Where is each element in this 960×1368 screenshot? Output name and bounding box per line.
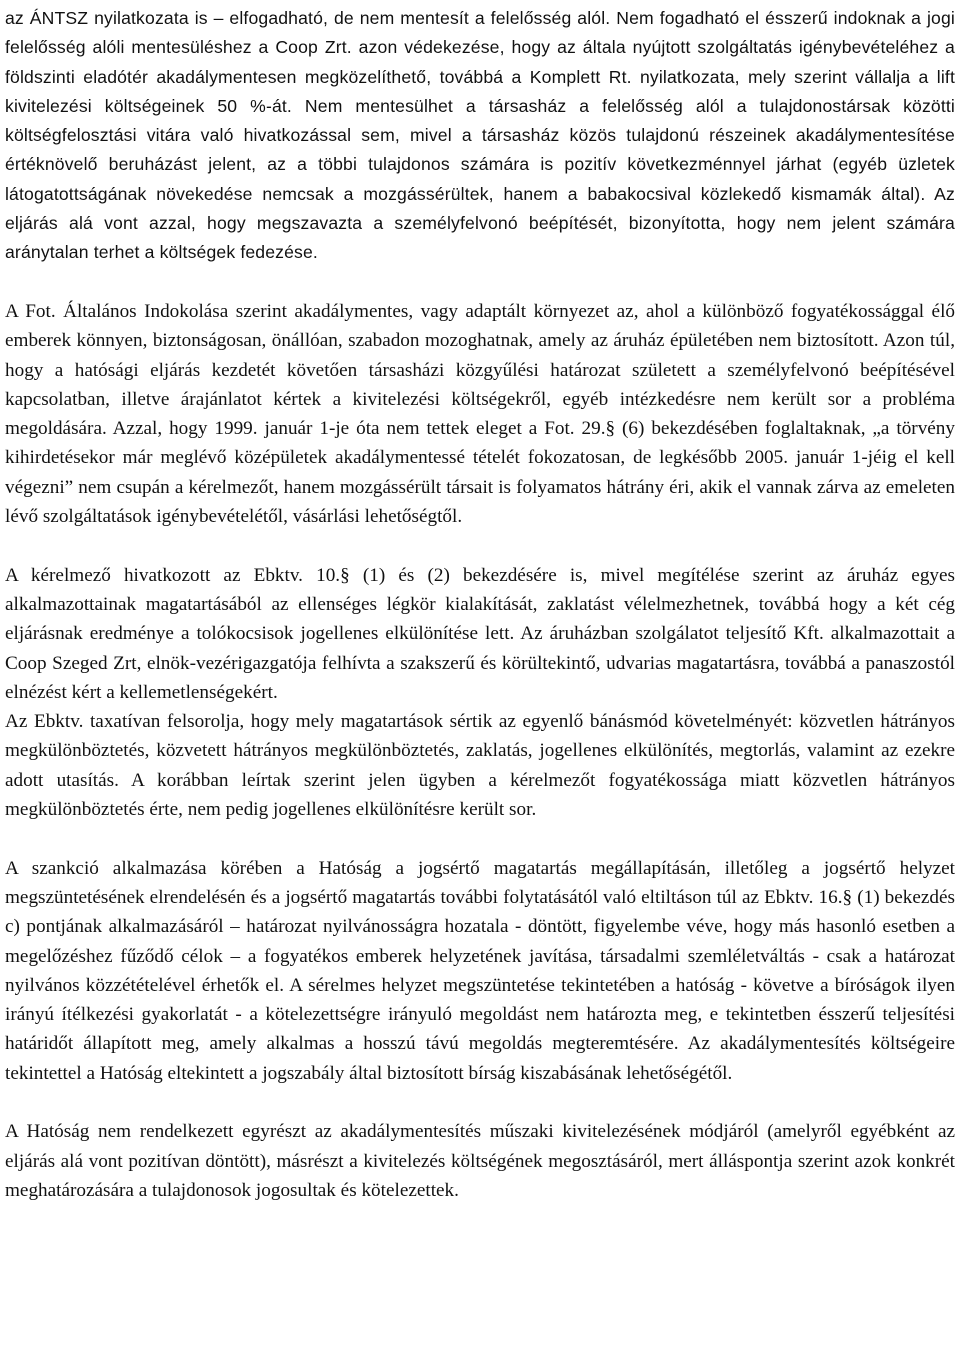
document-page bbox=[5, 4, 955, 1205]
paragraph-sanction: A szankció alkalmazása körében a Hatóság a jogsértő magatartás megállapításán, illetőleg a jogsértő helyzet megszüntetésének elrendelésén és a jogsértő magatartás további folytatásától való eltiltáson túl az Ebktv. 16.§ (1) bekezdés c) pontjának alkalmazásáról – határozat nyilvánosságra hozatala - döntött, figyelembe véve, hogy más hasonló esetben a megelőzéshez fűződő célok – a fogyatékos emberek helyzetének javítása, társadalmi szemléletváltás - csak a határozat nyilvános közzétételével érhetők el. A sérelmes helyzet megszüntetése tekintetében a hatóság - követve a bíróságok ilyen irányú ítélkezési gyakorlatát - a kötelezettségre irányuló megoldást nem határozta meg, e tekintetben ésszerű teljesítési határidőt állapított meg, amely alkalmas a hosszú távú megoldás megteremtésére. Az akadálymentesítés költségeire tekintettel a Hatóság eltekintett a jogszabály által biztosított bírság kiszabásának lehetőségétől. bbox=[5, 857, 955, 1084]
paragraph-ebktv-harassment-claim: A kérelmező hivatkozott az Ebktv. 10.§ (1) és (2) bekezdésére is, mivel megítélése szerint az áruház egyes alkalmazottainak magatartásából az ellenséges légkör kialakítását, zaklatást vélelmezhetnek, továbbá hogy a két cég eljárásnak eredménye a tolókocsisok jogellenes elkülönítése lett. Az áruházban szolgálatot teljesítő Kft. alkalmazottait a Coop Szeged Zrt, elnök-vezérigazgatója felhívta a szakszerű és körültekintő, udvarias magatartásra, továbbá a panaszostól elnézést kért a kellemetlenségekért. bbox=[5, 564, 955, 703]
paragraph-fot-general-reasoning: A Fot. Általános Indokolása szerint akadálymentes, vagy adaptált környezet az, ahol a különböző fogyatékossággal élő emberek könnyen, biztonságosan, önállóan, szabadon mozoghatnak, amely az áruház épületében nem biztosított. Azon túl, hogy a hatósági eljárás kezdetét követően társasházi közgyűlési határozat született a személyfelvonó beépítésével kapcsolatban, illetve árajánlatot kértek a kivitelezési költségekről, egyéb intézkedésre nem került sor a probléma megoldására. Azzal, hogy 1999. január 1-je óta nem tettek eleget a Fot. 29.§ (6) bekezdésében foglaltaknak, „a törvény kihirdetésekor már meglévő középületek akadálymentessé tételét fokozatosan, de legkésőbb 2005. január 1-jéig el kell végezni” nem csupán a kérelmezőt, hanem mozgássérült társait is folyamatos hátrány éri, akik el vannak zárva az emeleten lévő szolgáltatások igénybevételétől, vásárlási lehetőségtől. bbox=[5, 300, 955, 528]
paragraph-accessibility-liability: az ÁNTSZ nyilatkozata is – elfogadható, de nem mentesít a felelősség alól. Nem fogadható el ésszerű indoknak a jogi felelősség alóli mentesüléshez a Coop Zrt. azon védekezése, hogy az általa nyújtott szolgáltatás igénybevételéhez a földszinti eladótér akadálymentesen megközelíthető, továbbá a Komplett Rt. nyilatkozata, mely szerint vállalja a lift kivitelezési költségeinek 50 %-át. Nem mentesülhet a társasház a felelősség alól a tulajdonostársak közötti költségfelosztási vitára való hivatkozással sem, mivel a társasház közös tulajdonú részeinek akadálymentesítése értéknövelő beruházást jelent, az a többi tulajdonos számára is pozitív következménnyel járhat (egyéb üzletek látogatottságának növekedése nemcsak a mozgássérültek, hanem a babakocsival közlekedő kismamák által). Az eljárás alá vont azzal, hogy megszavazta a személyfelvonó beépítését, bizonyította, hogy nem jelent számára aránytalan terhet a költségek fedezése. bbox=[5, 8, 955, 263]
paragraph-ebktv-listed-conducts: Az Ebktv. taxatívan felsorolja, hogy mely magatartások sértik az egyenlő bánásmód követelményét: közvetlen hátrányos megkülönböztetés, közvetett hátrányos megkülönböztetés, zaklatás, jogellenes elkülönítés, megtorlás, valamint az ezekre adott utasítás. A korábban leírtak szerint jelen ügyben a kérelmezőt fogyatékossága miatt közvetlen hátrányos megkülönböztetés érte, nem pedig jogellenes elkülönítésre került sor. bbox=[5, 711, 955, 821]
paragraph-authority-decision-scope: A Hatóság nem rendelkezett egyrészt az akadálymentesítés műszaki kivitelezésének módjáról (amelyről egyébként az eljárás alá vont pozitívan döntött), másrészt a kivitelezés költségének megosztásáról, mert álláspontja szerint azok konkrét meghatározására a tulajdonosok jogosultak és kötelezettek. bbox=[5, 1121, 955, 1201]
